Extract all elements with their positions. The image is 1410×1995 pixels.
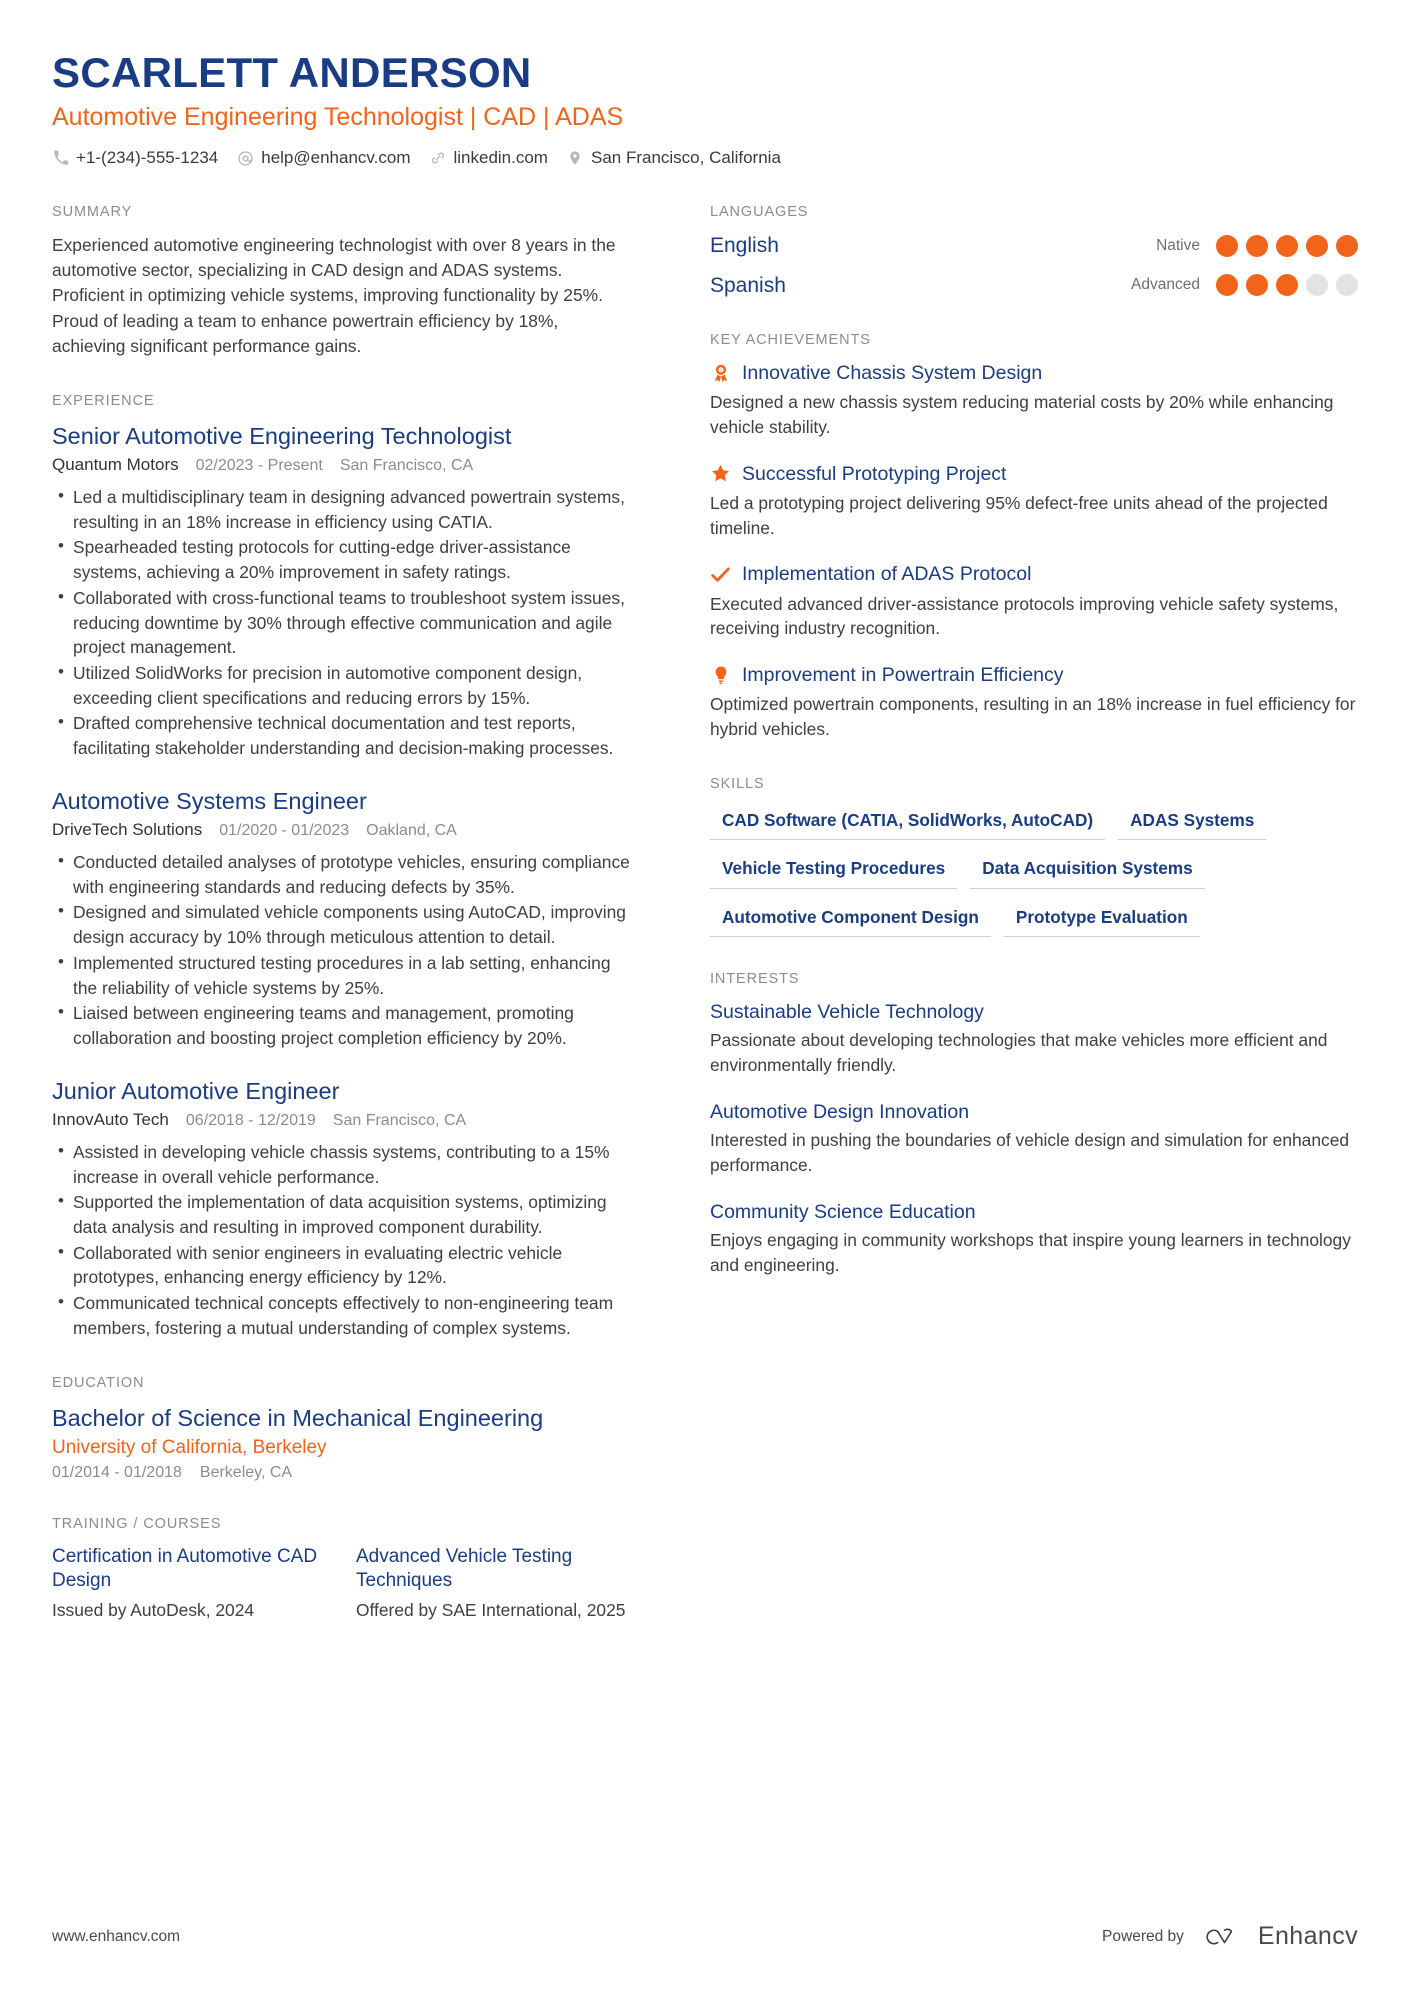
- achievement-item: [710, 562, 1358, 641]
- achievement-description: Led a prototyping project delivering 95% defect-free units ahead of the projected timeline.: [710, 492, 1328, 538]
- rating-dot: [1246, 235, 1268, 257]
- job-bullets: [52, 1140, 634, 1341]
- job-bullet: • Led a multidisciplinary team in designing advanced powertrain systems, resulting in an 18% increase in efficiency using CATIA.: [52, 485, 634, 534]
- education-dates: 01/2014 - 01/2018: [52, 1463, 182, 1481]
- education-label: EDUCATION: [52, 1374, 145, 1391]
- skill-tag: Automotive Component Design: [710, 902, 991, 937]
- language-rating-dots: [1216, 235, 1358, 257]
- skills-label: SKILLS: [710, 775, 765, 792]
- footer-brand: [1102, 1922, 1358, 1951]
- job-company: InnovAuto Tech: [52, 1110, 169, 1130]
- course-subtitle: Issued by AutoDesk, 2024: [52, 1600, 255, 1621]
- interest-description: Enjoys engaging in community workshops that inspire young learners in technology and engineering.: [710, 1229, 1351, 1275]
- skills-list: [710, 805, 1358, 937]
- enhancv-logo-icon: [1198, 1925, 1244, 1949]
- job-bullet: • Designed and simulated vehicle components using AutoCAD, improving design accuracy by 10% through meticulous attention to detail.: [52, 900, 634, 949]
- interest-title: Community Science Education: [710, 1200, 976, 1223]
- job-title: Automotive Systems Engineer: [52, 787, 367, 814]
- language-item: [710, 273, 1358, 298]
- rating-dot: [1246, 274, 1268, 296]
- contact-linkedin-text: linkedin.com: [453, 148, 548, 168]
- award-medal-icon: [710, 362, 731, 383]
- contact-location-text: San Francisco, California: [590, 148, 781, 168]
- skills-section: [710, 776, 1358, 937]
- course-subtitle: Offered by SAE International, 2025: [356, 1600, 626, 1621]
- job-bullet: • Spearheaded testing protocols for cutting-edge driver-assistance systems, achieving a 20% improvement in safety ratings.: [52, 535, 634, 584]
- experience-item: [52, 422, 634, 761]
- achievement-title: Innovative Chassis System Design: [742, 361, 1043, 384]
- check-icon: [710, 564, 731, 585]
- language-name: English: [710, 234, 779, 258]
- achievement-head: [710, 562, 1358, 586]
- achievement-item: [710, 462, 1358, 541]
- skill-tag: Prototype Evaluation: [1004, 902, 1200, 937]
- rating-dot: [1276, 274, 1298, 296]
- interest-description: Passionate about developing technologies that make vehicles more efficient and environmentally friendly.: [710, 1030, 1328, 1076]
- training-section: [52, 1516, 634, 1623]
- language-rating-dots: [1216, 274, 1358, 296]
- resume-columns: [52, 204, 1358, 1622]
- interest-item: [710, 1100, 1358, 1178]
- right-column: [664, 204, 1358, 1277]
- contact-email-text: help@enhancv.com: [261, 148, 411, 168]
- education-school: University of California, Berkeley: [52, 1436, 327, 1458]
- lightbulb-icon: [710, 665, 731, 686]
- education-degree: Bachelor of Science in Mechanical Engineering: [52, 1404, 544, 1431]
- achievement-head: [710, 663, 1358, 687]
- job-bullet: • Communicated technical concepts effectively to non-engineering team members, fostering a mutual understanding of complex systems.: [52, 1291, 634, 1340]
- rating-dot: [1306, 274, 1328, 296]
- rating-dot: [1336, 235, 1358, 257]
- achievements-section: [710, 332, 1358, 742]
- achievement-description: Optimized powertrain components, resulting in an 18% increase in fuel efficiency for hybrid vehicles.: [710, 694, 1356, 740]
- job-company: Quantum Motors: [52, 455, 179, 475]
- experience-section: [52, 393, 634, 1341]
- interest-title: Sustainable Vehicle Technology: [710, 1000, 984, 1023]
- course-title: Advanced Vehicle Testing Techniques: [356, 1545, 573, 1592]
- job-bullet: • Assisted in developing vehicle chassis systems, contributing to a 15% increase in overall vehicle performance.: [52, 1140, 634, 1189]
- achievement-item: [710, 361, 1358, 440]
- education-meta: [52, 1464, 634, 1482]
- language-name: Spanish: [710, 273, 786, 297]
- languages-label: LANGUAGES: [710, 204, 809, 221]
- job-location: Oakland, CA: [366, 822, 457, 840]
- job-company: DriveTech Solutions: [52, 820, 203, 840]
- job-bullet: • Liaised between engineering teams and management, promoting collaboration and boosting project completion efficiency by 20%.: [52, 1001, 634, 1050]
- rating-dot: [1336, 274, 1358, 296]
- star-icon: [710, 463, 731, 484]
- contact-email[interactable]: [237, 148, 410, 168]
- job-location: San Francisco, CA: [339, 457, 474, 475]
- job-dates: 02/2023 - Present: [195, 457, 323, 475]
- job-bullet: • Conducted detailed analyses of prototype vehicles, ensuring compliance with engineering standards and reducing defects by 35%.: [52, 850, 634, 899]
- job-bullet: • Implemented structured testing procedures in a lab setting, enhancing the reliability of vehicle systems by 25%.: [52, 951, 634, 1000]
- contact-phone[interactable]: [52, 148, 218, 168]
- rating-dot: [1216, 235, 1238, 257]
- resume-header: [52, 50, 1358, 168]
- link-icon: [429, 150, 446, 167]
- phone-icon: [52, 150, 69, 167]
- achievement-title: Implementation of ADAS Protocol: [742, 563, 1032, 586]
- job-meta: [52, 454, 634, 477]
- contact-row: [52, 148, 1358, 168]
- job-bullet: • Utilized SolidWorks for precision in automotive component design, exceeding client specifications and reducing errors by 15%.: [52, 661, 634, 710]
- interest-item: [710, 1000, 1358, 1078]
- candidate-name: SCARLETT ANDERSON: [52, 49, 532, 96]
- language-level: Advanced: [1131, 276, 1200, 294]
- left-column: [52, 204, 664, 1622]
- achievement-title: Successful Prototyping Project: [742, 462, 1007, 485]
- job-bullet: • Collaborated with senior engineers in evaluating electric vehicle prototypes, enhancing energy efficiency by 12%.: [52, 1241, 634, 1290]
- footer-powered-by: Powered by: [1102, 1927, 1184, 1945]
- achievement-item: [710, 663, 1358, 742]
- experience-item: [52, 1077, 634, 1341]
- education-section: [52, 1375, 634, 1482]
- job-bullet: • Supported the implementation of data acquisition systems, optimizing data analysis and resulting in improved component durability.: [52, 1190, 634, 1239]
- interest-description: Interested in pushing the boundaries of vehicle design and simulation for enhanced performance.: [710, 1130, 1350, 1175]
- skill-tag: Vehicle Testing Procedures: [710, 853, 957, 888]
- job-meta: [52, 819, 634, 842]
- course-item: [356, 1545, 634, 1623]
- achievement-head: [710, 462, 1358, 486]
- education-location: Berkeley, CA: [199, 1463, 293, 1481]
- summary-label: SUMMARY: [52, 204, 133, 221]
- experience-item: [52, 787, 634, 1051]
- interest-item: [710, 1200, 1358, 1278]
- job-bullets: [52, 850, 634, 1051]
- job-dates: 06/2018 - 12/2019: [185, 1112, 316, 1130]
- job-bullet: • Collaborated with cross-functional teams to troubleshoot system issues, reducing downtime by 30% through effective communication and agile project management.: [52, 586, 634, 660]
- achievement-description: Executed advanced driver-assistance protocols improving vehicle safety systems, receiving industry recognition.: [710, 593, 1339, 639]
- resume-footer: [52, 1922, 1358, 1951]
- skill-tag: Data Acquisition Systems: [970, 853, 1204, 888]
- achievement-head: [710, 361, 1358, 385]
- language-item: [710, 233, 1358, 258]
- summary-text: Experienced automotive engineering technologist with over 8 years in the automotive sector, specializing in CAD design and ADAS systems. Proficient in optimizing vehicle systems, improving functionality by 25%. Proud of leading a team to enhance powertrain efficiency by 18%, achieving significant performance gains.: [52, 235, 616, 356]
- rating-dot: [1216, 274, 1238, 296]
- footer-url[interactable]: www.enhancv.com: [52, 1927, 181, 1945]
- job-title: Senior Automotive Engineering Technologist: [52, 422, 512, 449]
- course-item: [52, 1545, 330, 1623]
- achievement-description: Designed a new chassis system reducing material costs by 20% while enhancing vehicle stability.: [710, 392, 1334, 437]
- job-bullet: • Drafted comprehensive technical documentation and test reports, facilitating stakeholder understanding and decision-making processes.: [52, 711, 634, 760]
- languages-section: [710, 204, 1358, 297]
- job-meta: [52, 1109, 634, 1132]
- interests-label: INTERESTS: [710, 970, 800, 987]
- achievement-title: Improvement in Powertrain Efficiency: [742, 664, 1064, 687]
- footer-brand-name: Enhancv: [1257, 1922, 1358, 1950]
- contact-linkedin[interactable]: [429, 148, 548, 168]
- job-title: Junior Automotive Engineer: [52, 1077, 340, 1104]
- job-bullets: [52, 485, 634, 761]
- rating-dot: [1276, 235, 1298, 257]
- rating-dot: [1306, 235, 1328, 257]
- job-dates: 01/2020 - 01/2023: [219, 822, 350, 840]
- course-grid: [52, 1545, 634, 1623]
- skill-tag: ADAS Systems: [1118, 805, 1266, 840]
- location-pin-icon: [567, 150, 584, 167]
- interest-title: Automotive Design Innovation: [710, 1100, 970, 1123]
- interests-section: [710, 971, 1358, 1277]
- contact-phone-text: +1-(234)-555-1234: [76, 148, 219, 168]
- experience-label: EXPERIENCE: [52, 392, 155, 409]
- email-icon: [237, 150, 254, 167]
- language-level: Native: [1156, 236, 1200, 254]
- achievements-label: KEY ACHIEVEMENTS: [710, 331, 871, 348]
- job-location: San Francisco, CA: [332, 1112, 467, 1130]
- contact-location: [567, 148, 781, 168]
- candidate-headline: Automotive Engineering Technologist | CAD | ADAS: [52, 103, 624, 132]
- course-title: Certification in Automotive CAD Design: [52, 1545, 318, 1592]
- svg-text:1: 1: [719, 367, 722, 373]
- training-label: TRAINING / COURSES: [52, 1515, 222, 1532]
- summary-section: [52, 204, 634, 358]
- skill-tag: CAD Software (CATIA, SolidWorks, AutoCAD): [710, 805, 1105, 840]
